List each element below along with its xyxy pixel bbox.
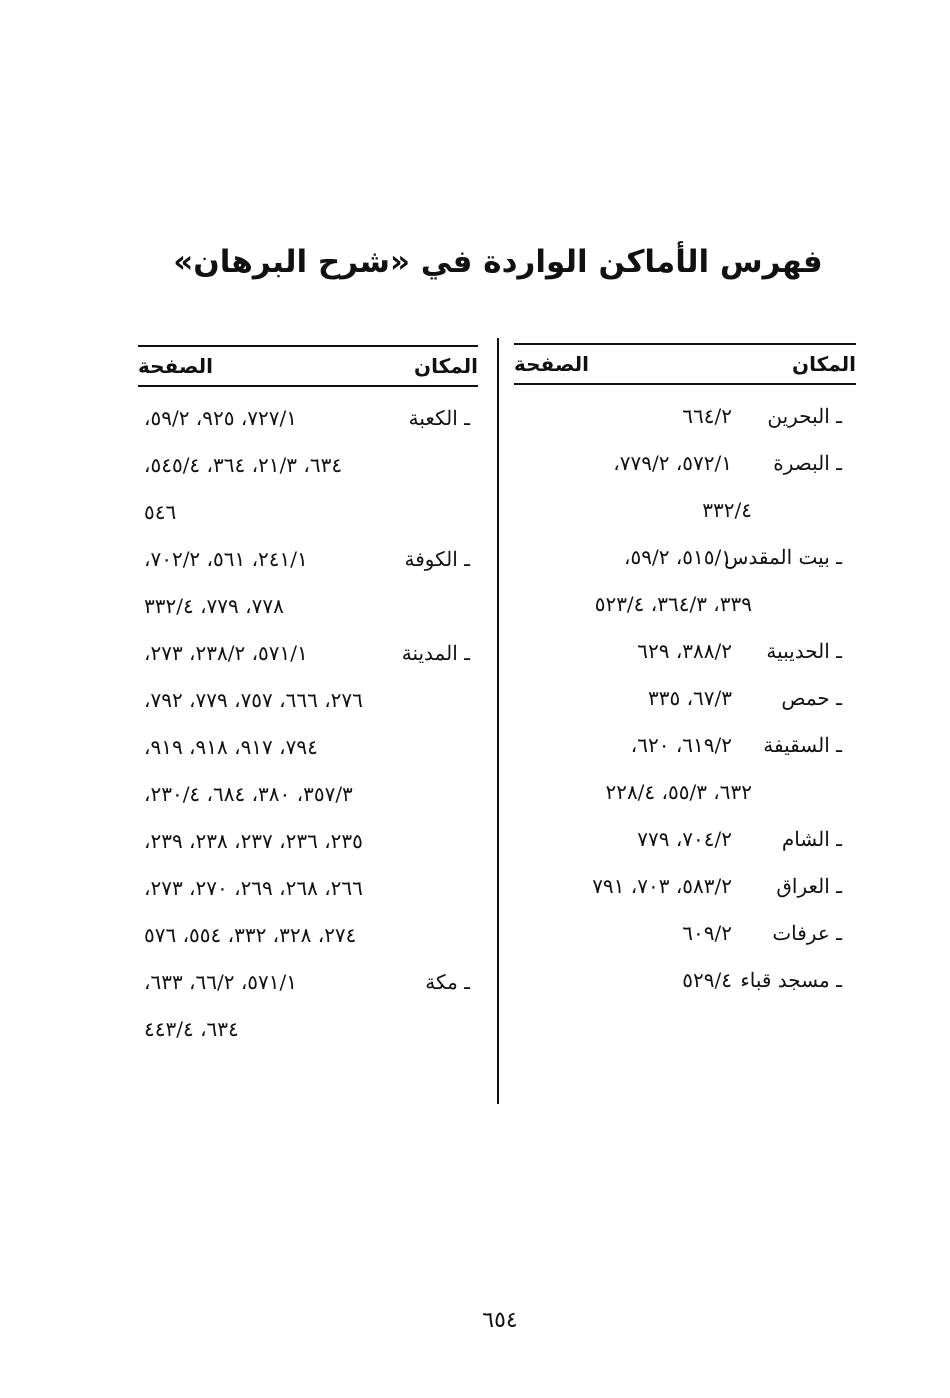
index-entry [514,910,856,957]
entry-continuation [514,487,856,534]
entry-place: ـ البصرة [773,451,842,475]
entry-pages: ٥٨٣/٢، ٧٠٣، ٧٩١ [592,874,732,898]
entry-pages: ٧٢٧/١، ٩٢٥، ٥٩/٢، [144,406,298,430]
page-header: الصفحة [138,354,214,378]
entry-pages: ٥٧١/١، ٢٣٨/٢، ٢٧٣، [144,641,308,665]
entry-pages: ٦٦٤/٢ [682,404,732,428]
entry-pages: ٢٤١/١، ٥٦١، ٧٠٢/٢، [144,547,308,571]
entry-place: ـ بيت المقدس [723,545,842,569]
entry-pages: ٣٨٨/٢، ٦٢٩ [637,639,732,663]
place-header: المكان [414,354,478,378]
entry-pages: ٧٠٤/٢، ٧٧٩ [637,827,732,851]
entry-place: ـ العراق [776,874,842,898]
entry-pages: ٦٣٤، ٤٤٣/٤ [144,1017,239,1041]
index-entry [514,393,856,440]
entry-list [514,393,856,1004]
entry-place: ـ الكوفة [404,547,470,571]
entry-place: ـ حمص [781,686,842,710]
index-entry [138,959,478,1006]
entry-place: ـ الحديبية [766,639,842,663]
entry-pages: ٥٤٦ [144,500,177,524]
index-entry [514,863,856,910]
entry-pages: ٥٧٢/١، ٧٧٩/٢، [613,451,732,475]
entry-place: ـ عرفات [772,921,842,945]
entry-continuation [138,489,478,536]
entry-continuation [514,769,856,816]
entry-continuation [138,865,478,912]
entry-pages: ٢٦٦، ٢٦٨، ٢٦٩، ٢٧٠، ٢٧٣، [144,876,363,900]
entry-continuation [138,677,478,724]
column-header [138,347,478,385]
entry-place: ـ المدينة [401,641,470,665]
index-entry [138,630,478,677]
index-entry [138,536,478,583]
index-column-left [138,340,478,1053]
index-entry [514,957,856,1004]
entry-continuation [138,442,478,489]
entry-pages: ٢٣٥، ٢٣٦، ٢٣٧، ٢٣٨، ٢٣٩، [144,829,363,853]
header-rule-bottom [514,383,856,385]
entry-pages: ٥٢٩/٤ [682,968,732,992]
index-entry [514,628,856,675]
index-entry [514,816,856,863]
index-entry [514,534,856,581]
index-entry [138,395,478,442]
entry-pages: ٥١٥/١، ٥٩/٢، [624,545,732,569]
entry-pages: ٢٧٦، ٦٦٦، ٧٥٧، ٧٧٩، ٧٩٢، [144,688,363,712]
header-rule-bottom [138,385,478,387]
entry-pages: ٣٣٢/٤ [702,498,752,522]
entry-continuation [138,1006,478,1053]
entry-continuation [138,818,478,865]
entry-pages: ٧٧٨، ٧٧٩، ٣٣٢/٤ [144,594,284,618]
entry-place: ـ السقيفة [763,733,842,757]
column-header [514,345,856,383]
entry-pages: ٦٣٢، ٥٥/٣، ٢٢٨/٤ [605,780,752,804]
entry-pages: ٣٣٩، ٣٦٤/٣، ٥٢٣/٤ [594,592,752,616]
entry-continuation [138,583,478,630]
entry-pages: ٣٥٧/٣، ٣٨٠، ٦٨٤، ٢٣٠/٤، [144,782,353,806]
entry-pages: ٧٩٤، ٩١٧، ٩١٨، ٩١٩، [144,735,318,759]
index-entry [514,440,856,487]
entry-place: ـ الكعبة [408,406,470,430]
entry-pages: ٦٠٩/٢ [682,921,732,945]
page-header: الصفحة [514,352,590,376]
entry-place: ـ الشام [781,827,842,851]
page-number: ٦٥٤ [482,1308,518,1333]
entry-pages: ٥٧١/١، ٦٦/٢، ٦٣٣، [144,970,298,994]
entry-place: ـ البحرين [767,404,842,428]
place-header: المكان [792,352,856,376]
entry-continuation [138,912,478,959]
index-entry [514,722,856,769]
entry-place: ـ مكة [425,970,470,994]
entry-pages: ٦٣٤، ٢١/٣، ٣٦٤، ٥٤٥/٤، [144,453,343,477]
entry-list [138,395,478,1053]
entry-continuation [138,771,478,818]
entry-pages: ٦١٩/٢، ٦٢٠، [630,733,732,757]
entry-continuation [514,581,856,628]
column-divider [497,338,499,1104]
entry-continuation [138,724,478,771]
page-title: فهرس الأماكن الواردة في «شرح البرهان» [173,244,823,280]
entry-pages: ٦٧/٣، ٣٣٥ [647,686,732,710]
index-entry [514,675,856,722]
entry-place: ـ مسجد قباء [740,968,842,992]
index-column-right [514,340,856,1004]
entry-pages: ٢٧٤، ٣٢٨، ٣٣٢، ٥٥٤، ٥٧٦ [144,923,357,947]
